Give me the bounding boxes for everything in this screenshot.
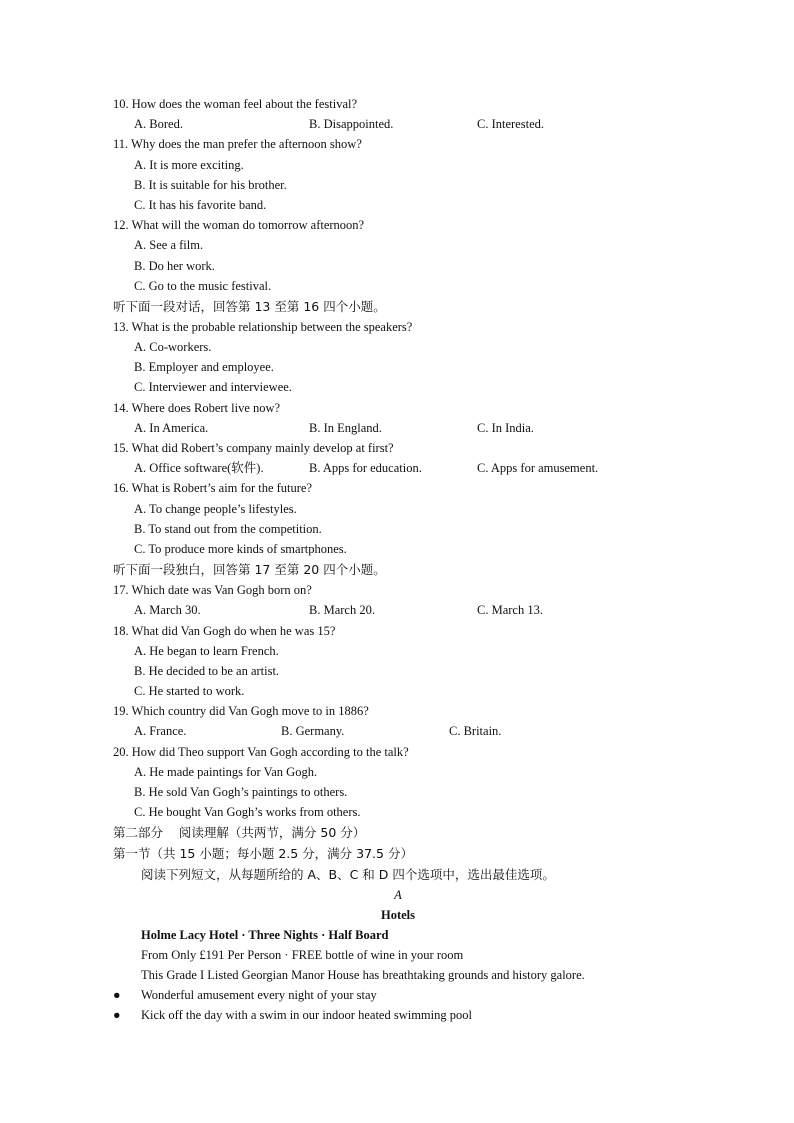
section2-heading: 第二部分 阅读理解（共两节，满分 50 分） bbox=[113, 825, 366, 841]
option-a: A. Co-workers. bbox=[134, 340, 212, 355]
option-c: C. He started to work. bbox=[134, 684, 245, 699]
question-stem: 13. What is the probable relationship between the speakers? bbox=[113, 319, 413, 334]
passage-title: Hotels bbox=[380, 908, 416, 923]
question-stem: 14. Where does Robert live now? bbox=[113, 400, 281, 415]
option-a: A. March 30. bbox=[134, 603, 201, 618]
option-c: C. Interviewer and interviewee. bbox=[134, 380, 292, 395]
option-b: B. Apps for education. bbox=[309, 461, 422, 476]
option-a: A. To change people’s lifestyles. bbox=[134, 501, 297, 516]
option-a: A. He began to learn French. bbox=[134, 643, 279, 658]
option-a: A. He made paintings for Van Gogh. bbox=[134, 764, 318, 779]
option-c: C. Go to the music festival. bbox=[134, 278, 272, 293]
option-b: B. Employer and employee. bbox=[134, 360, 274, 375]
instruction-17-20: 听下面一段独白，回答第 17 至第 20 四个小题。 bbox=[113, 562, 386, 578]
hotel-price: From Only £191 Per Person · FREE bottle of wine in your room bbox=[141, 948, 464, 963]
hotel-description: This Grade I Listed Georgian Manor House has breathtaking grounds and history galore. bbox=[141, 968, 585, 983]
option-b: B. Germany. bbox=[281, 724, 345, 739]
option-a: A. Bored. bbox=[134, 117, 183, 132]
question-stem: 15. What did Robert’s company mainly develop at first? bbox=[113, 441, 394, 455]
option-a: A. Office software(软件). bbox=[134, 461, 264, 476]
reading-instruction: 阅读下列短文，从每题所给的 A、B、C 和 D 四个选项中，选出最佳选项。 bbox=[141, 867, 555, 883]
passage-letter: A bbox=[394, 888, 402, 903]
options-row bbox=[113, 418, 713, 438]
option-b: B. It is suitable for his brother. bbox=[134, 177, 287, 192]
question-stem: 16. What is Robert’s aim for the future? bbox=[113, 481, 313, 496]
option-c: C. In India. bbox=[477, 420, 534, 435]
option-c: C. Interested. bbox=[477, 117, 544, 132]
option-b: B. He decided to be an artist. bbox=[134, 663, 280, 678]
question-group-13-16 bbox=[113, 317, 713, 559]
options-row bbox=[113, 114, 713, 134]
question-stem: 18. What did Van Gogh do when he was 15? bbox=[113, 623, 336, 638]
option-a: A. France. bbox=[134, 724, 187, 739]
question-stem: 11. Why does the man prefer the afternoon show? bbox=[113, 137, 362, 152]
bullet-item-2 bbox=[113, 1005, 713, 1025]
options-row bbox=[113, 600, 713, 620]
option-a: A. See a film. bbox=[134, 238, 204, 253]
bullet-dot: ● bbox=[113, 1008, 121, 1023]
section2-subheading: 第一节（共 15 小题；每小题 2.5 分，满分 37.5 分） bbox=[113, 846, 413, 862]
content-area bbox=[113, 94, 713, 1025]
hotel-name: Holme Lacy Hotel · Three Nights · Half Board bbox=[141, 928, 389, 943]
question-stem: 12. What will the woman do tomorrow afternoon? bbox=[113, 218, 365, 233]
option-b: B. In England. bbox=[309, 420, 382, 435]
question-stem: 17. Which date was Van Gogh born on? bbox=[113, 583, 312, 598]
option-b: B. To stand out from the competition. bbox=[134, 521, 322, 536]
option-a: A. It is more exciting. bbox=[134, 157, 244, 172]
options-row bbox=[113, 458, 713, 478]
question-group-10-12 bbox=[113, 94, 713, 296]
option-c: C. Apps for amusement. bbox=[477, 461, 599, 476]
option-b: B. Disappointed. bbox=[309, 117, 394, 132]
bullet-text: Wonderful amusement every night of your stay bbox=[141, 988, 377, 1003]
question-stem: 10. How does the woman feel about the festival? bbox=[113, 97, 358, 111]
option-b: B. Do her work. bbox=[134, 258, 215, 273]
option-a: A. In America. bbox=[134, 420, 209, 435]
question-group-17-20 bbox=[113, 580, 713, 822]
bullet-dot: ● bbox=[113, 988, 121, 1003]
bullet-text: Kick off the day with a swim in our indoor heated swimming pool bbox=[141, 1008, 472, 1023]
bullet-item-1 bbox=[113, 985, 713, 1005]
option-b: B. He sold Van Gogh’s paintings to others. bbox=[134, 785, 348, 799]
options-row bbox=[113, 721, 713, 741]
option-c: C. It has his favorite band. bbox=[134, 197, 267, 212]
option-b: B. March 20. bbox=[309, 603, 375, 618]
option-c: C. To produce more kinds of smartphones. bbox=[134, 541, 347, 556]
option-c: C. March 13. bbox=[477, 603, 543, 618]
question-stem: 19. Which country did Van Gogh move to in 1886? bbox=[113, 704, 369, 719]
instruction-13-16: 听下面一段对话，回答第 13 至第 16 四个小题。 bbox=[113, 298, 386, 314]
option-c: C. He bought Van Gogh’s works from others. bbox=[134, 805, 361, 820]
option-c: C. Britain. bbox=[449, 724, 502, 739]
question-stem: 20. How did Theo support Van Gogh according to the talk? bbox=[113, 744, 409, 759]
